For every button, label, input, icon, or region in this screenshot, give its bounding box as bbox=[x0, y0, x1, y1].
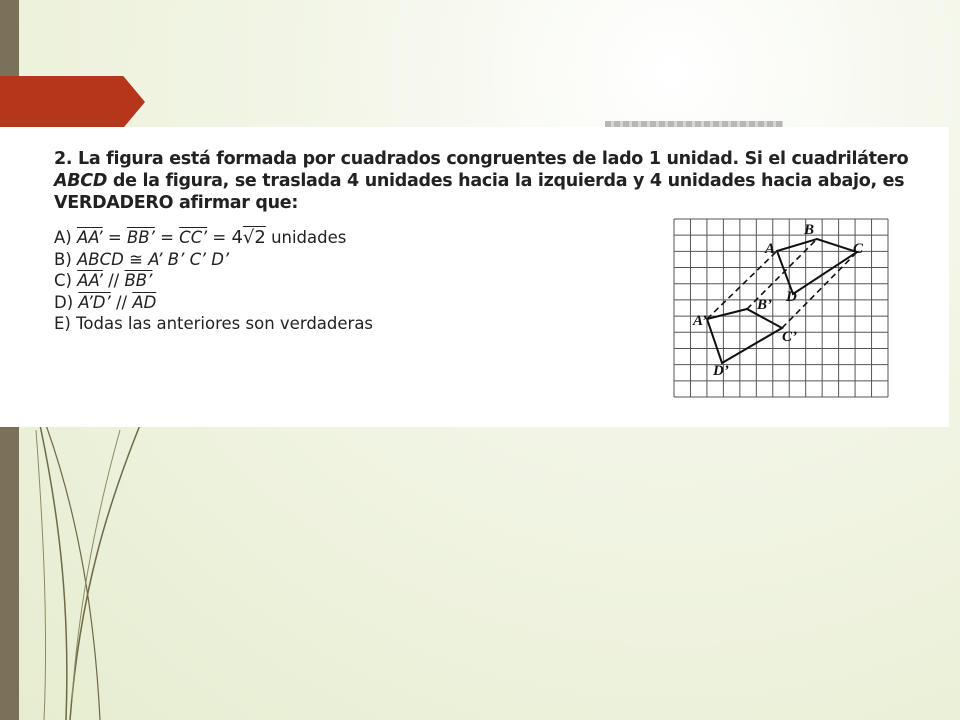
option-e-letter: E) bbox=[54, 314, 71, 333]
option-b bbox=[54, 249, 373, 271]
option-e bbox=[54, 313, 373, 335]
option-d-symbol: // bbox=[115, 292, 128, 312]
scan-artifact bbox=[605, 121, 783, 127]
option-c-symbol: // bbox=[108, 271, 120, 290]
label-D-prime: D’ bbox=[713, 363, 729, 379]
question-text-before: La figura está formada por cuadrados congruentes de lado 1 unidad. Si el cuadrilátero bbox=[78, 149, 909, 169]
question-number: 2. bbox=[54, 149, 73, 169]
title-accent-arrow bbox=[0, 76, 145, 128]
option-a-seg2: BB’ bbox=[126, 228, 155, 247]
option-b-left: ABCD bbox=[77, 249, 124, 269]
option-a-eq3: = bbox=[212, 228, 227, 247]
option-c-seg1: AA’ bbox=[77, 271, 103, 290]
question-text-after: de la figura, se traslada 4 unidades hacia la izquierda y 4 unidades hacia abajo, es VERDADERO afirmar que: bbox=[54, 171, 905, 213]
translation-grid-figure bbox=[668, 215, 894, 401]
question-text bbox=[54, 148, 934, 214]
option-b-right: A’ B’ C’ D’ bbox=[148, 249, 230, 269]
label-B-prime: B’ bbox=[757, 297, 772, 313]
label-A-prime: A’ bbox=[693, 313, 707, 329]
option-a bbox=[54, 227, 373, 249]
option-e-text: Todas las anteriores son verdaderas bbox=[76, 314, 374, 333]
option-c-seg2: BB’ bbox=[124, 271, 153, 290]
option-d-letter: D) bbox=[54, 292, 74, 312]
option-a-unit: unidades bbox=[271, 228, 347, 247]
option-a-value: 4 bbox=[231, 227, 243, 248]
label-C-prime: C’ bbox=[782, 329, 797, 345]
option-d-seg1: A’D’ bbox=[78, 292, 111, 312]
label-A: A bbox=[765, 241, 776, 257]
translated-quadrilateral bbox=[707, 309, 782, 363]
option-a-letter: A) bbox=[54, 228, 72, 247]
option-d bbox=[54, 292, 373, 314]
option-a-eq1: = bbox=[107, 228, 122, 247]
option-b-symbol: ≅ bbox=[129, 249, 143, 269]
label-B: B bbox=[804, 222, 815, 238]
option-a-seg1: AA’ bbox=[76, 228, 103, 247]
option-c bbox=[54, 270, 373, 292]
option-b-letter: B) bbox=[54, 249, 72, 269]
label-D: D bbox=[786, 289, 797, 305]
label-C: C bbox=[853, 241, 864, 257]
option-a-eq2: = bbox=[160, 228, 174, 247]
question-quad: ABCD bbox=[54, 171, 108, 191]
option-a-seg3: CC’ bbox=[179, 228, 208, 247]
option-c-letter: C) bbox=[54, 271, 72, 290]
option-d-seg2: $\overline{AD}$ bbox=[132, 292, 157, 312]
option-a-root: √2 bbox=[242, 227, 266, 248]
options-list bbox=[54, 227, 373, 335]
